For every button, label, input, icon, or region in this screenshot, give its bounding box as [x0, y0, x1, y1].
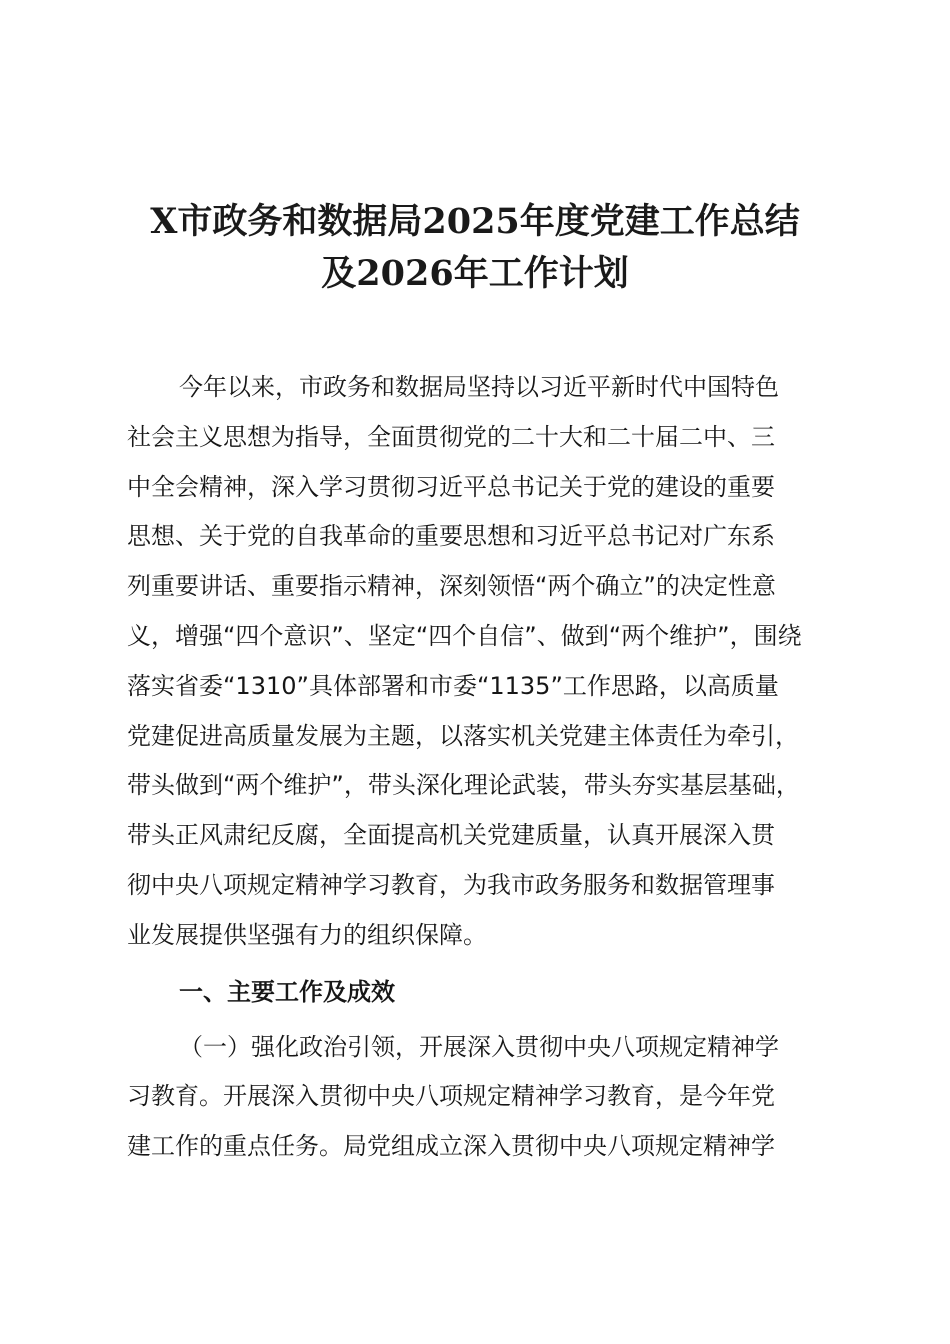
intro-line: 落实省委“1310”具体部署和市委“1135”工作思路，以高质量: [127, 671, 779, 700]
intro-line: 彻中央八项规定精神学习教育，为我市政务服务和数据管理事: [127, 870, 775, 899]
intro-line: 党建促进高质量发展为主题，以落实机关党建主体责任为牵引，: [127, 721, 799, 750]
intro-line: 业发展提供坚强有力的组织保障。: [127, 920, 487, 949]
title-line-1: X市政务和数据局2025年度党建工作总结: [150, 201, 800, 242]
section-heading: 一、主要工作及成效: [179, 977, 395, 1006]
section-line: 习教育。开展深入贯彻中央八项规定精神学习教育，是今年党: [127, 1082, 775, 1111]
section-line: 建工作的重点任务。局党组成立深入贯彻中央八项规定精神学: [127, 1132, 775, 1161]
intro-line: 带头做到“两个维护”，带头深化理论武装，带头夯实基层基础，: [127, 771, 800, 800]
intro-line: 中全会精神，深入学习贯彻习近平总书记关于党的建设的重要: [127, 472, 775, 501]
document-body: [127, 363, 847, 1172]
title-line-2: 及2026年工作计划: [321, 253, 629, 294]
document-title: [100, 196, 850, 300]
intro-line: 今年以来，市政务和数据局坚持以习近平新时代中国特色: [179, 373, 779, 401]
intro-line: 义，增强“四个意识”、坚定“四个自信”、做到“两个维护”，围绕: [127, 621, 802, 650]
intro-line: 思想、关于党的自我革命的重要思想和习近平总书记对广东系: [127, 522, 775, 551]
section-line: （一）强化政治引领，开展深入贯彻中央八项规定精神学: [179, 1032, 779, 1061]
intro-line: 列重要讲话、重要指示精神，深刻领悟“两个确立”的决定性意: [127, 572, 776, 601]
intro-line: 带头正风肃纪反腐，全面提高机关党建质量，认真开展深入贯: [127, 821, 775, 850]
intro-line: 社会主义思想为指导，全面贯彻党的二十大和二十届二中、三: [127, 422, 775, 451]
